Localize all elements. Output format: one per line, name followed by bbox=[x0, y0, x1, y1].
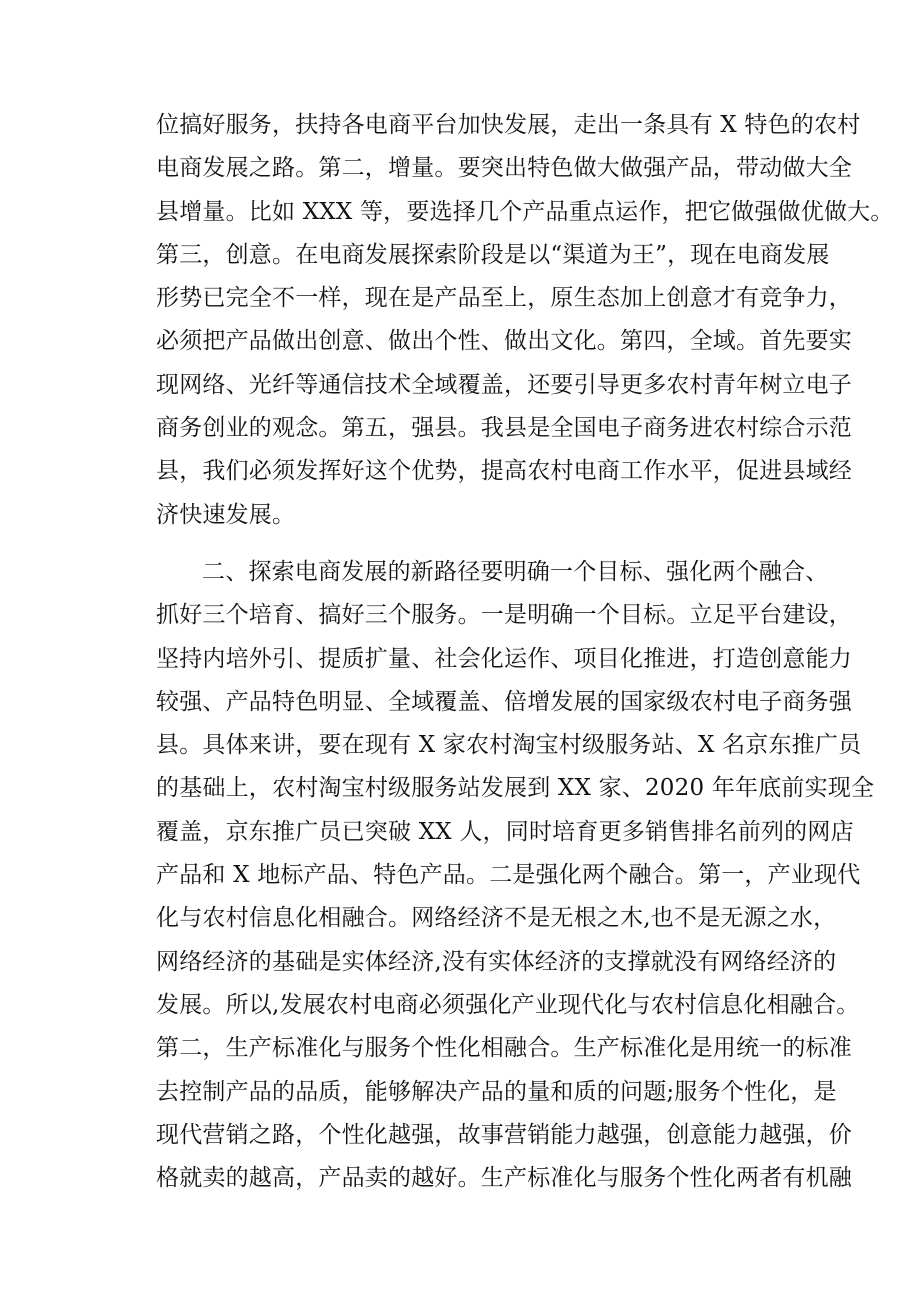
body-text bbox=[156, 104, 894, 1200]
text-line: 济快速发展。 bbox=[156, 501, 296, 528]
paragraph-2 bbox=[156, 551, 875, 1200]
text-line: 第三，创意。在电商发展探索阶段是以“渠道为王”，现在电商发展 bbox=[156, 241, 830, 268]
text-line: 第二，生产标准化与服务个性化相融合。生产标准化是用统一的标准 bbox=[156, 1035, 852, 1062]
text-line: 县。具体来讲，要在现有 X 家农村淘宝村级服务站、X 名京东推广员 bbox=[156, 732, 862, 759]
text-line: 形势已完全不一样，现在是产品至上，原生态加上创意才有竞争力， bbox=[156, 285, 852, 312]
text-line: 抓好三个培育、搞好三个服务。一是明确一个目标。立足平台建设， bbox=[156, 602, 852, 629]
text-line: 发展。所以,发展农村电商必须强化产业现代化与农村信息化相融合。 bbox=[156, 991, 860, 1018]
text-line: 现代营销之路，个性化越强，故事营销能力越强，创意能力越强，价 bbox=[156, 1121, 852, 1148]
text-line: 去控制产品的品质，能够解决产品的量和质的问题;服务个性化，是 bbox=[156, 1078, 837, 1105]
paragraph-gap bbox=[156, 537, 796, 551]
text-line: 网络经济的基础是实体经济,没有实体经济的支撑就没有网络经济的 bbox=[156, 948, 837, 975]
text-line: 现网络、光纤等通信技术全域覆盖，还要引导更多农村青年树立电子 bbox=[156, 371, 852, 398]
text-line: 化与农村信息化相融合。网络经济不是无根之木,也不是无源之水， bbox=[156, 905, 837, 932]
text-line: 覆盖，京东推广员已突破 XX 人，同时培育更多销售排名前列的网店 bbox=[156, 818, 854, 845]
paragraph-1 bbox=[156, 104, 894, 537]
text-line: 县增量。比如 XXX 等，要选择几个产品重点运作，把它做强做优做大。 bbox=[156, 198, 894, 225]
text-line: 坚持内培外引、提质扩量、社会化运作、项目化推进，打造创意能力 bbox=[156, 645, 852, 672]
text-line: 商务创业的观念。第五，强县。我县是全国电子商务进农村综合示范 bbox=[156, 415, 852, 442]
text-line: 格就卖的越高，产品卖的越好。生产标准化与服务个性化两者有机融 bbox=[156, 1165, 852, 1192]
text-line: 产品和 X 地标产品、特色产品。二是强化两个融合。第一，产业现代 bbox=[156, 862, 861, 889]
text-line: 位搞好服务，扶持各电商平台加快发展，走出一条具有 X 特色的农村 bbox=[156, 112, 861, 138]
text-line: 较强、产品特色明显、全域覆盖、倍增发展的国家级农村电子商务强 bbox=[156, 688, 852, 715]
text-line: 县，我们必须发挥好这个优势，提高农村电商工作水平，促进县域经 bbox=[156, 458, 852, 485]
text-line: 电商发展之路。第二，增量。要突出特色做大做强产品，带动做大全 bbox=[156, 155, 852, 182]
text-line: 的基础上，农村淘宝村级服务站发展到 XX 家、2020 年年底前实现全 bbox=[156, 775, 875, 802]
text-line: 二、探索电商发展的新路径要明确一个目标、强化两个融合、 bbox=[202, 558, 829, 585]
text-line: 必须把产品做出创意、做出个性、做出文化。第四，全域。首先要实 bbox=[156, 328, 852, 355]
